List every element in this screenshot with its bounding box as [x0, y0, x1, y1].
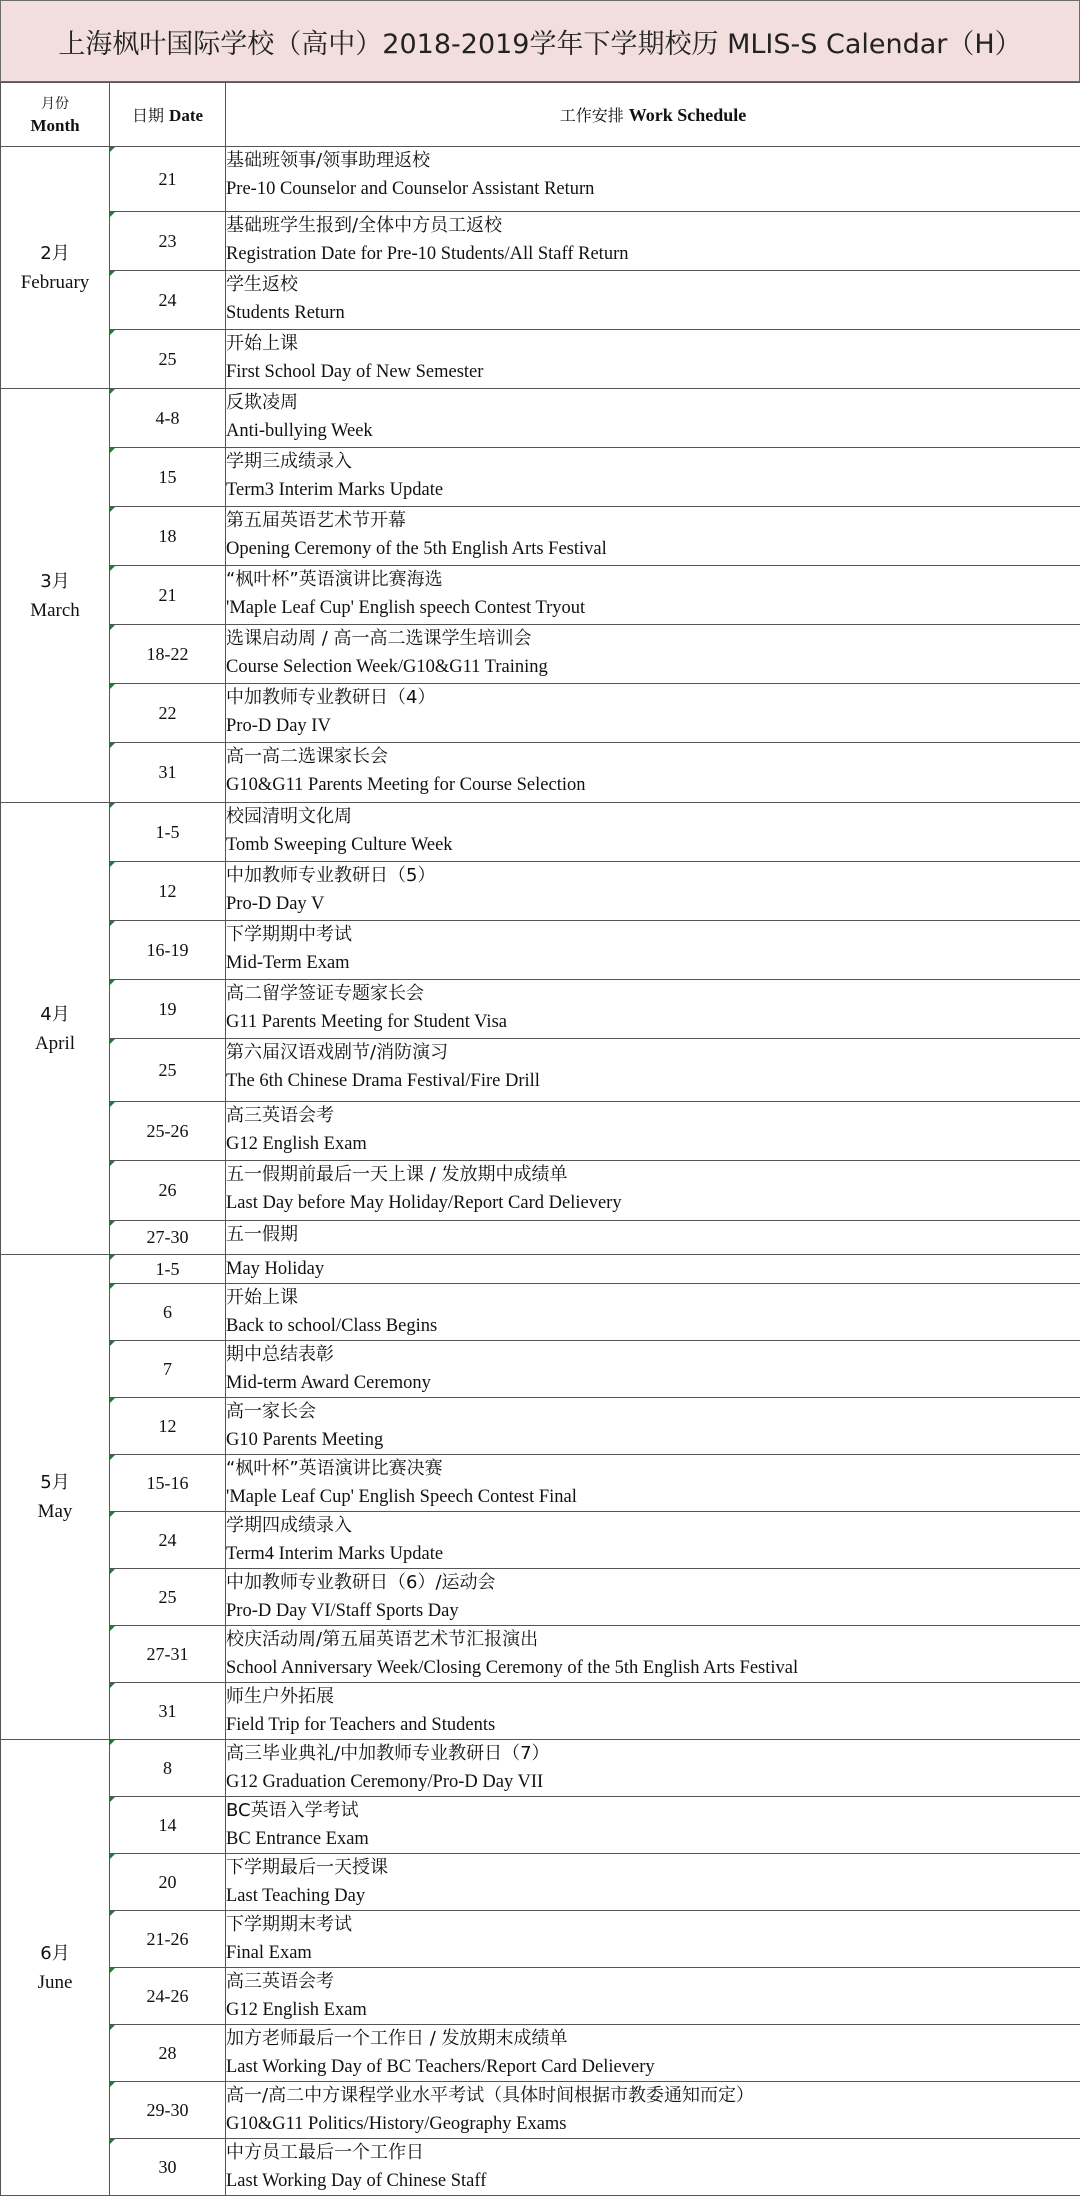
event-en-text: Opening Ceremony of the 5th English Arts Festival: [226, 535, 1080, 563]
date-cell: 23: [110, 212, 226, 271]
date-cell: 25: [110, 330, 226, 389]
date-cell: 26: [110, 1161, 226, 1221]
event-cn-text: 选课启动周 / 高一高二选课学生培训会: [226, 625, 1080, 653]
table-row: [1, 2139, 1080, 2196]
table-row: [1, 1102, 1080, 1161]
event-en-text: Last Teaching Day: [226, 1882, 1080, 1910]
event-en-text: Anti-bullying Week: [226, 417, 1080, 445]
date-cell: 31: [110, 743, 226, 803]
column-header-month-en: Month: [1, 115, 109, 136]
event-cn-text: 学生返校: [226, 271, 1080, 299]
month-cell: [1, 1255, 110, 1740]
date-cell: 22: [110, 684, 226, 743]
event-cn-text: 高三英语会考: [226, 1102, 1080, 1130]
event-cn-text: 下学期最后一天授课: [226, 1854, 1080, 1882]
table-row: [1, 1740, 1080, 1797]
event-en-text: Pre-10 Counselor and Counselor Assistant Return: [226, 175, 1080, 203]
table-header-row: [1, 83, 1080, 147]
event-en-text: Tomb Sweeping Culture Week: [226, 831, 1080, 859]
event-cn-text: 期中总结表彰: [226, 1341, 1080, 1369]
event-cn-text: 反欺凌周: [226, 389, 1080, 417]
date-cell: 15: [110, 448, 226, 507]
table-row: [1, 448, 1080, 507]
column-header-date-cn: 日期: [132, 106, 169, 125]
table-row: [1, 921, 1080, 980]
calendar-table: [0, 82, 1080, 2196]
event-cn-text: 高一/高二中方课程学业水平考试（具体时间根据市教委通知而定）: [226, 2082, 1080, 2110]
month-en-label: May: [1, 1497, 109, 1526]
work-schedule-cell: [226, 1039, 1080, 1102]
event-cn-text: 基础班学生报到/全体中方员工返校: [226, 212, 1080, 240]
date-cell: 18-22: [110, 625, 226, 684]
table-row: [1, 2025, 1080, 2082]
work-schedule-cell: [226, 566, 1080, 625]
date-cell: 27-31: [110, 1626, 226, 1683]
event-cn-text: 师生户外拓展: [226, 1683, 1080, 1711]
event-cn-text: 中加教师专业教研日（6）/运动会: [226, 1569, 1080, 1597]
table-row: [1, 1039, 1080, 1102]
date-cell: 12: [110, 862, 226, 921]
work-schedule-cell: [226, 1161, 1080, 1221]
event-en-text: First School Day of New Semester: [226, 358, 1080, 386]
date-cell: 7: [110, 1341, 226, 1398]
event-en-text: G12 English Exam: [226, 1996, 1080, 2024]
table-row: [1, 1683, 1080, 1740]
month-cn-label: 6月: [1, 1939, 109, 1968]
work-schedule-cell: [226, 147, 1080, 212]
work-schedule-cell: [226, 1255, 1080, 1284]
table-row: [1, 684, 1080, 743]
month-en-label: April: [1, 1029, 109, 1058]
event-en-text: School Anniversary Week/Closing Ceremony of the 5th English Arts Festival: [226, 1654, 1080, 1682]
date-cell: 16-19: [110, 921, 226, 980]
work-schedule-cell: [226, 389, 1080, 448]
date-cell: 14: [110, 1797, 226, 1854]
event-cn-text: “枫叶杯”英语演讲比赛决赛: [226, 1455, 1080, 1483]
date-cell: 21: [110, 566, 226, 625]
date-cell: 18: [110, 507, 226, 566]
work-schedule-cell: [226, 448, 1080, 507]
table-row: [1, 1161, 1080, 1221]
event-en-text: G10 Parents Meeting: [226, 1426, 1080, 1454]
work-schedule-cell: [226, 921, 1080, 980]
table-row: [1, 1968, 1080, 2025]
event-cn-text: 学期三成绩录入: [226, 448, 1080, 476]
work-schedule-cell: [226, 743, 1080, 803]
work-schedule-cell: [226, 212, 1080, 271]
work-schedule-cell: [226, 2082, 1080, 2139]
work-schedule-cell: [226, 271, 1080, 330]
event-cn-text: 加方老师最后一个工作日 / 发放期末成绩单: [226, 2025, 1080, 2053]
date-cell: 21: [110, 147, 226, 212]
event-en-text: G11 Parents Meeting for Student Visa: [226, 1008, 1080, 1036]
date-cell: 25: [110, 1039, 226, 1102]
event-cn-text: 第六届汉语戏剧节/消防演习: [226, 1039, 1080, 1067]
date-cell: 21-26: [110, 1911, 226, 1968]
column-header-date-en: Date: [169, 106, 203, 125]
work-schedule-cell: [226, 1341, 1080, 1398]
event-en-text: The 6th Chinese Drama Festival/Fire Drill: [226, 1067, 1080, 1095]
month-cell: [1, 803, 110, 1255]
event-en-text: 'Maple Leaf Cup' English speech Contest Tryout: [226, 594, 1080, 622]
month-en-label: March: [1, 596, 109, 625]
table-row: [1, 803, 1080, 862]
table-row: [1, 507, 1080, 566]
table-row: [1, 1854, 1080, 1911]
work-schedule-cell: [226, 1398, 1080, 1455]
work-schedule-cell: [226, 1683, 1080, 1740]
date-cell: 6: [110, 1284, 226, 1341]
table-row: [1, 980, 1080, 1039]
date-cell: 24-26: [110, 1968, 226, 2025]
table-row: [1, 625, 1080, 684]
date-cell: 25-26: [110, 1102, 226, 1161]
month-en-label: February: [1, 268, 109, 297]
date-cell: 24: [110, 271, 226, 330]
table-row: [1, 1626, 1080, 1683]
event-cn-text: 五一假期前最后一天上课 / 发放期中成绩单: [226, 1161, 1080, 1189]
event-en-text: May Holiday: [226, 1255, 1080, 1283]
event-en-text: Last Working Day of Chinese Staff: [226, 2167, 1080, 2195]
work-schedule-cell: [226, 625, 1080, 684]
event-en-text: Registration Date for Pre-10 Students/All Staff Return: [226, 240, 1080, 268]
table-row: [1, 862, 1080, 921]
work-schedule-cell: [226, 1740, 1080, 1797]
work-schedule-cell: [226, 1455, 1080, 1512]
month-cell: [1, 389, 110, 803]
table-row: [1, 1797, 1080, 1854]
work-schedule-cell: [226, 1284, 1080, 1341]
event-en-text: G10&G11 Politics/History/Geography Exams: [226, 2110, 1080, 2138]
event-en-text: 'Maple Leaf Cup' English Speech Contest Final: [226, 1483, 1080, 1511]
work-schedule-cell: [226, 862, 1080, 921]
table-row: [1, 1221, 1080, 1255]
table-row: [1, 1398, 1080, 1455]
column-header-work-en: Work Schedule: [629, 105, 747, 125]
date-cell: 31: [110, 1683, 226, 1740]
work-schedule-cell: [226, 980, 1080, 1039]
date-cell: 8: [110, 1740, 226, 1797]
table-row: [1, 330, 1080, 389]
work-schedule-cell: [226, 1968, 1080, 2025]
month-cn-label: 2月: [1, 239, 109, 268]
event-en-text: Term4 Interim Marks Update: [226, 1540, 1080, 1568]
event-cn-text: 高三毕业典礼/中加教师专业教研日（7）: [226, 1740, 1080, 1768]
table-row: [1, 1341, 1080, 1398]
work-schedule-cell: [226, 2139, 1080, 2196]
event-en-text: Pro-D Day IV: [226, 712, 1080, 740]
event-en-text: Pro-D Day V: [226, 890, 1080, 918]
event-cn-text: 高二留学签证专题家长会: [226, 980, 1080, 1008]
month-cn-label: 4月: [1, 1000, 109, 1029]
event-cn-text: 下学期期中考试: [226, 921, 1080, 949]
event-cn-text: 高三英语会考: [226, 1968, 1080, 1996]
work-schedule-cell: [226, 1102, 1080, 1161]
column-header-date: [110, 83, 226, 147]
column-header-work: [226, 83, 1080, 147]
date-cell: 25: [110, 1569, 226, 1626]
table-row: [1, 2082, 1080, 2139]
event-cn-text: 开始上课: [226, 330, 1080, 358]
event-en-text: Students Return: [226, 299, 1080, 327]
work-schedule-cell: [226, 684, 1080, 743]
event-cn-text: “枫叶杯”英语演讲比赛海选: [226, 566, 1080, 594]
table-row: [1, 1911, 1080, 1968]
event-en-text: Pro-D Day VI/Staff Sports Day: [226, 1597, 1080, 1625]
date-cell: 24: [110, 1512, 226, 1569]
work-schedule-cell: [226, 507, 1080, 566]
event-cn-text: 开始上课: [226, 1284, 1080, 1312]
date-cell: 27-30: [110, 1221, 226, 1255]
event-en-text: Term3 Interim Marks Update: [226, 476, 1080, 504]
month-en-label: June: [1, 1968, 109, 1997]
table-row: [1, 743, 1080, 803]
month-cn-label: 5月: [1, 1468, 109, 1497]
work-schedule-cell: [226, 1626, 1080, 1683]
event-en-text: Mid-term Award Ceremony: [226, 1369, 1080, 1397]
event-cn-text: 第五届英语艺术节开幕: [226, 507, 1080, 535]
event-en-text: G12 English Exam: [226, 1130, 1080, 1158]
month-cn-label: 3月: [1, 567, 109, 596]
event-en-text: Last Working Day of BC Teachers/Report Card Delievery: [226, 2053, 1080, 2081]
date-cell: 4-8: [110, 389, 226, 448]
column-header-month: [1, 83, 110, 147]
event-cn-text: 校园清明文化周: [226, 803, 1080, 831]
work-schedule-cell: [226, 1911, 1080, 1968]
event-en-text: Field Trip for Teachers and Students: [226, 1711, 1080, 1739]
date-cell: 19: [110, 980, 226, 1039]
date-cell: 1-5: [110, 803, 226, 862]
event-cn-text: 五一假期: [226, 1221, 1080, 1249]
date-cell: 1-5: [110, 1255, 226, 1284]
month-cell: [1, 1740, 110, 2196]
event-cn-text: BC英语入学考试: [226, 1797, 1080, 1825]
date-cell: 20: [110, 1854, 226, 1911]
event-en-text: Mid-Term Exam: [226, 949, 1080, 977]
column-header-work-cn: 工作安排: [560, 106, 629, 125]
work-schedule-cell: [226, 330, 1080, 389]
table-row: [1, 147, 1080, 212]
event-en-text: G12 Graduation Ceremony/Pro-D Day VII: [226, 1768, 1080, 1796]
event-en-text: Last Day before May Holiday/Report Card Delievery: [226, 1189, 1080, 1217]
table-row: [1, 1569, 1080, 1626]
table-row: [1, 1255, 1080, 1284]
date-cell: 29-30: [110, 2082, 226, 2139]
work-schedule-cell: [226, 1854, 1080, 1911]
event-cn-text: 基础班领事/领事助理返校: [226, 147, 1080, 175]
work-schedule-cell: [226, 1512, 1080, 1569]
event-en-text: Back to school/Class Begins: [226, 1312, 1080, 1340]
table-row: [1, 1455, 1080, 1512]
event-cn-text: 学期四成绩录入: [226, 1512, 1080, 1540]
event-cn-text: 高一家长会: [226, 1398, 1080, 1426]
event-en-text: G10&G11 Parents Meeting for Course Selection: [226, 771, 1080, 799]
table-row: [1, 1284, 1080, 1341]
work-schedule-cell: [226, 1569, 1080, 1626]
table-row: [1, 1512, 1080, 1569]
event-en-text: BC Entrance Exam: [226, 1825, 1080, 1853]
event-en-text: Final Exam: [226, 1939, 1080, 1967]
work-schedule-cell: [226, 1797, 1080, 1854]
calendar-body: [1, 83, 1080, 2196]
table-row: [1, 212, 1080, 271]
event-cn-text: 中加教师专业教研日（4）: [226, 684, 1080, 712]
work-schedule-cell: [226, 1221, 1080, 1255]
event-en-text: Course Selection Week/G10&G11 Training: [226, 653, 1080, 681]
event-cn-text: 中方员工最后一个工作日: [226, 2139, 1080, 2167]
table-row: [1, 271, 1080, 330]
event-cn-text: 中加教师专业教研日（5）: [226, 862, 1080, 890]
table-row: [1, 566, 1080, 625]
work-schedule-cell: [226, 803, 1080, 862]
event-cn-text: 高一高二选课家长会: [226, 743, 1080, 771]
date-cell: 12: [110, 1398, 226, 1455]
month-cell: [1, 147, 110, 389]
event-cn-text: 下学期期末考试: [226, 1911, 1080, 1939]
date-cell: 30: [110, 2139, 226, 2196]
event-cn-text: 校庆活动周/第五届英语艺术节汇报演出: [226, 1626, 1080, 1654]
date-cell: 15-16: [110, 1455, 226, 1512]
page-title: 上海枫叶国际学校（高中）2018-2019学年下学期校历 MLIS-S Calendar（H）: [0, 0, 1080, 82]
date-cell: 28: [110, 2025, 226, 2082]
work-schedule-cell: [226, 2025, 1080, 2082]
column-header-month-cn: 月份: [1, 94, 109, 115]
table-row: [1, 389, 1080, 448]
